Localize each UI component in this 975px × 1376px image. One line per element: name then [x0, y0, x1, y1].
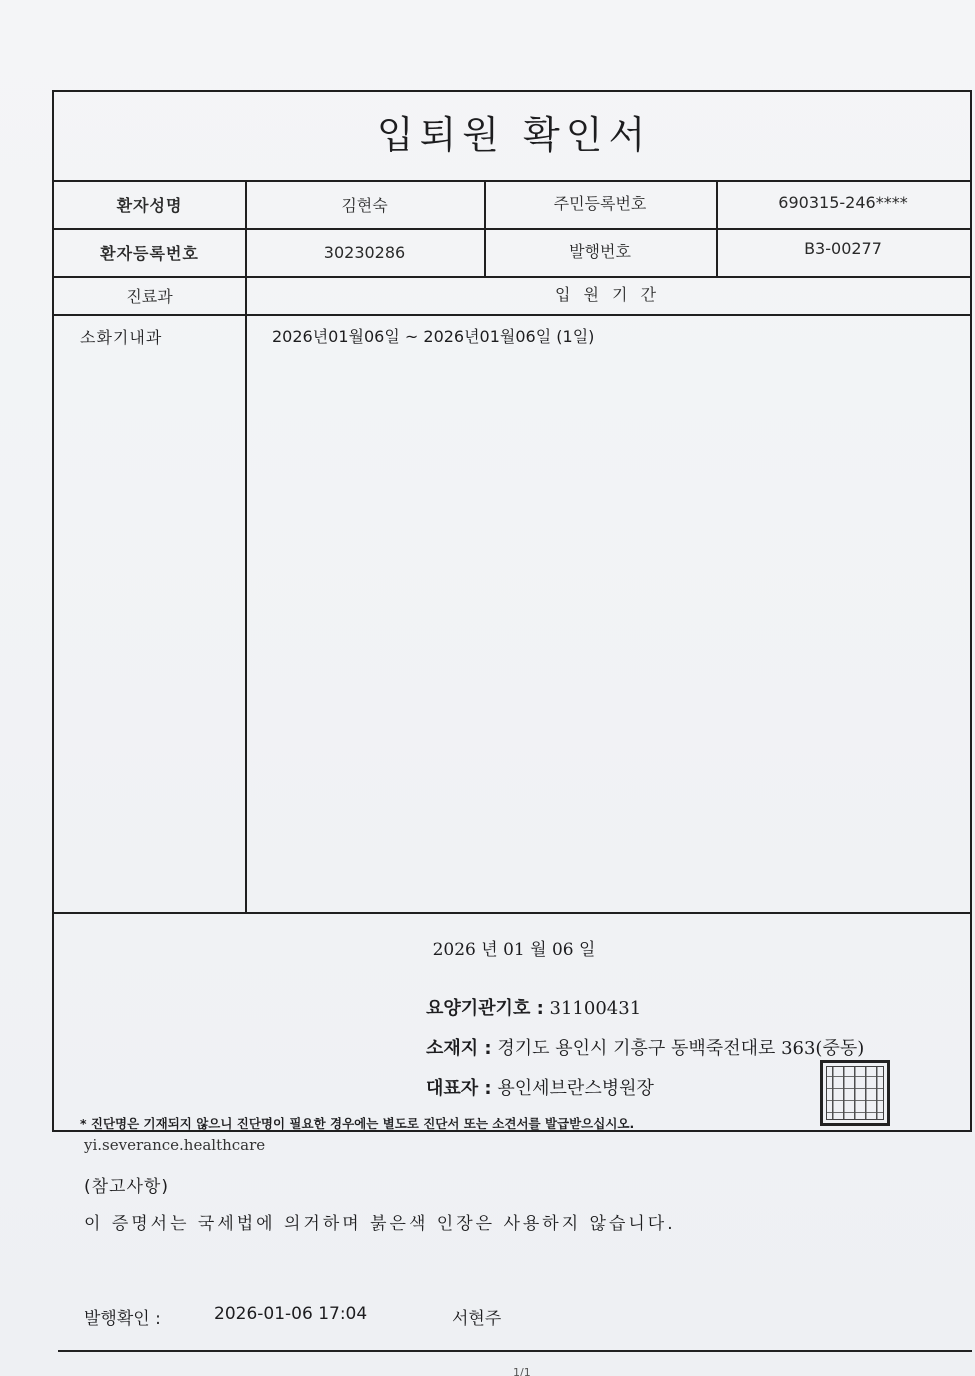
document-title: 입퇴원 확인서	[376, 113, 652, 157]
department-label: 진료과	[126, 286, 173, 306]
diagnosis-footnote: * 진단명은 기재되지 않으니 진단명이 필요한 경우에는 별도로 진단서 또는 소견서를 발급받으십시오.	[80, 1116, 635, 1131]
representative-value: 용인세브란스병원장	[497, 1078, 654, 1099]
page-number: 1/1	[513, 1366, 531, 1376]
issued-label: 발행확인 :	[84, 1309, 161, 1329]
resident-number-label: 주민등록번호	[553, 193, 647, 213]
representative-label: 대표자 :	[426, 1078, 492, 1099]
certificate-frame	[52, 90, 972, 1132]
institution-code-value: 31100431	[549, 998, 642, 1019]
website-text: yi.severance.healthcare	[84, 1136, 266, 1154]
address-row	[426, 1034, 864, 1060]
patient-name-label: 환자성명	[116, 195, 183, 215]
patient-registration-label: 환자등록번호	[100, 243, 199, 263]
institution-code-row	[426, 994, 641, 1020]
address-label: 소재지 :	[426, 1038, 492, 1059]
issued-datetime: 2026-01-06 17:04	[214, 1304, 368, 1324]
department-value: 소화기내과	[80, 328, 163, 347]
resident-number-value: 690315-246****	[778, 192, 908, 212]
issue-date: 2026 년 01 월 06 일	[432, 940, 596, 960]
bottom-divider	[58, 1350, 972, 1352]
divider	[54, 912, 970, 914]
reference-title: (참고사항)	[84, 1177, 169, 1197]
divider	[54, 314, 970, 316]
address-value: 경기도 용인시 기흥구 동백죽전대로 363(중동)	[497, 1038, 865, 1059]
patient-name-value: 김현숙	[341, 195, 388, 215]
admission-period-value: 2026년01월06일 ~ 2026년01월06일 (1일)	[272, 327, 595, 346]
hospital-seal	[820, 1060, 890, 1126]
reference-text: 이 증명서는 국세법에 의거하며 붉은색 인장은 사용하지 않습니다.	[84, 1214, 676, 1234]
institution-code-label: 요양기관기호 :	[426, 998, 544, 1019]
issuer-name: 서현주	[452, 1309, 502, 1329]
representative-row	[426, 1074, 654, 1100]
admission-period-label: 입 원 기 간	[554, 284, 661, 304]
seal-pattern	[826, 1066, 884, 1120]
issue-number-value: B3-00277	[804, 238, 882, 258]
issue-number-label: 발행번호	[569, 241, 631, 261]
patient-registration-value: 30230286	[323, 242, 406, 262]
